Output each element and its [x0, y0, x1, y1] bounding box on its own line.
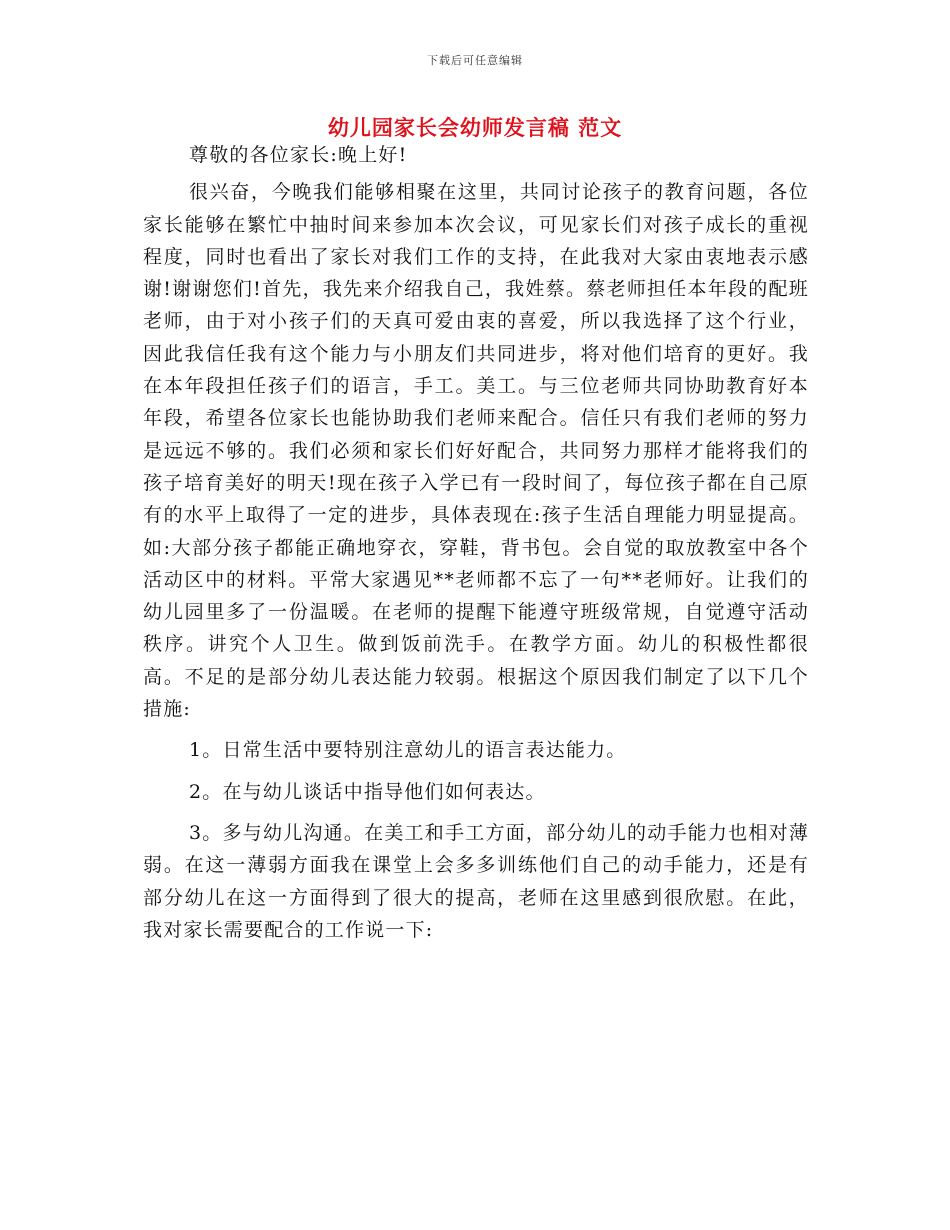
list-item-1: 1。日常生活中要特别注意幼儿的语言表达能力。	[189, 739, 627, 762]
document-body	[143, 139, 809, 946]
list-item-2: 2。在与幼儿谈话中指导他们如何表达。	[189, 780, 546, 803]
body-paragraph: 很兴奋，今晚我们能够相聚在这里，共同讨论孩子的教育问题，各位家长能够在繁忙中抽时间来参加本次会议，可见家长们对孩子成长的重视程度，同时也看出了家长对我们工作的支持，在此我对大家由衷地表示感谢!谢谢您们!首先，我先来介绍我自己，我姓蔡。蔡老师担任本年段的配班老师，由于对小孩子们的天真可爱由衷的喜爱，所以我选择了这个行业，因此我信任我有这个能力与小朋友们共同进步，将对他们培育的更好。我在本年段担任孩子们的语言，手工。美工。与三位老师共同协助教育好本年段，希望各位家长也能协助我们老师来配合。信任只有我们老师的努力是远远不够的。我们必须和家长们好好配合，共同努力那样才能将我们的孩子培育美好的明天!现在孩子入学已有一段时间了，每位孩子都在自己原有的水平上取得了一定的进步，具体表现在:孩子生活自理能力明显提高。如:大部分孩子都能正确地穿衣，穿鞋，背书包。会自觉的取放教室中各个活动区中的材料。平常大家遇见**老师都不忘了一句**老师好。让我们的幼儿园里多了一份温暖。在老师的提醒下能遵守班级常规，自觉遵守活动秩序。讲究个人卫生。做到饭前洗手。在教学方面。幼儿的积极性都很高。不足的是部分幼儿表达能力较弱。根据这个原因我们制定了以下几个措施:	[143, 181, 809, 721]
header-note: 下载后可任意编辑	[427, 54, 523, 67]
salutation: 尊敬的各位家长:晚上好!	[189, 144, 408, 166]
document-title: 幼儿园家长会幼师发言稿 范文	[327, 116, 623, 140]
list-item-3: 3。多与幼儿沟通。在美工和手工方面，部分幼儿的动手能力也相对薄弱。在这一薄弱方面我在课堂上会多多训练他们自己的动手能力，还是有部分幼儿在这一方面得到了很大的提高，老师在这里感到很欣慰。在此，我对家长需要配合的工作说一下:	[143, 821, 809, 941]
